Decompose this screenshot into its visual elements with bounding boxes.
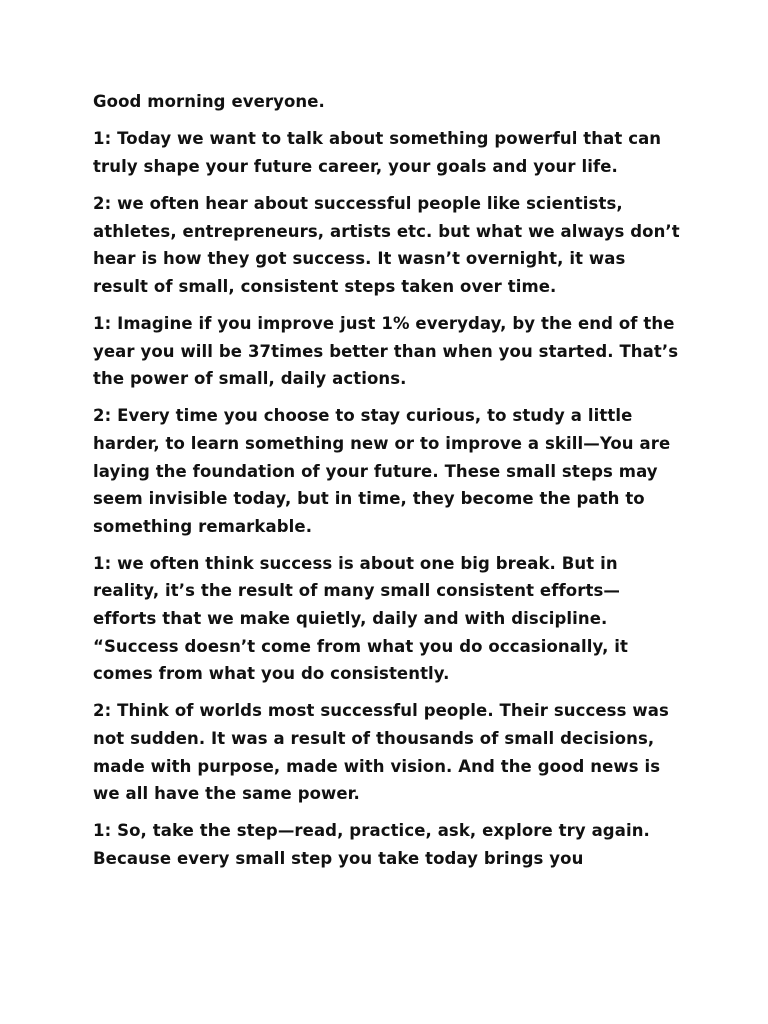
paragraph-7: 1: So, take the step—read, practice, ask, explore try again. Because every small step you take today brings you — [93, 821, 650, 868]
paragraph-2: 2: we often hear about successful people like scientists, athletes, entrepreneurs, artists etc. but what we always don’t hear is how they got success. It wasn’t overnight, it was result of small, consistent steps taken over time. — [93, 193, 680, 296]
paragraph-5: 1: we often think success is about one big break. But in reality, it’s the result of many small consistent efforts—efforts that we make quietly, daily and with discipline. “Success doesn’t come from what you do occasionally, it comes from what you do consistently. — [93, 553, 629, 684]
greeting-line: Good morning everyone. — [93, 92, 325, 111]
paragraph-4: 2: Every time you choose to stay curious, to study a little harder, to learn something new or to improve a skill—You are laying the foundation of your future. These small steps may seem invisible today, but in time, they become the path to something remarkable. — [93, 406, 671, 536]
document-body — [93, 88, 683, 882]
paragraph-3: 1: Imagine if you improve just 1% everyday, by the end of the year you will be 37times better than when you started. That’s the power of small, daily actions. — [93, 313, 679, 389]
paragraph-6: 2: Think of worlds most successful people. Their success was not sudden. It was a result of thousands of small decisions, made with purpose, made with vision. And the good news is we all have the same power. — [93, 701, 669, 804]
paragraph-1: 1: Today we want to talk about something powerful that can truly shape your future career, your goals and your life. — [93, 129, 662, 176]
